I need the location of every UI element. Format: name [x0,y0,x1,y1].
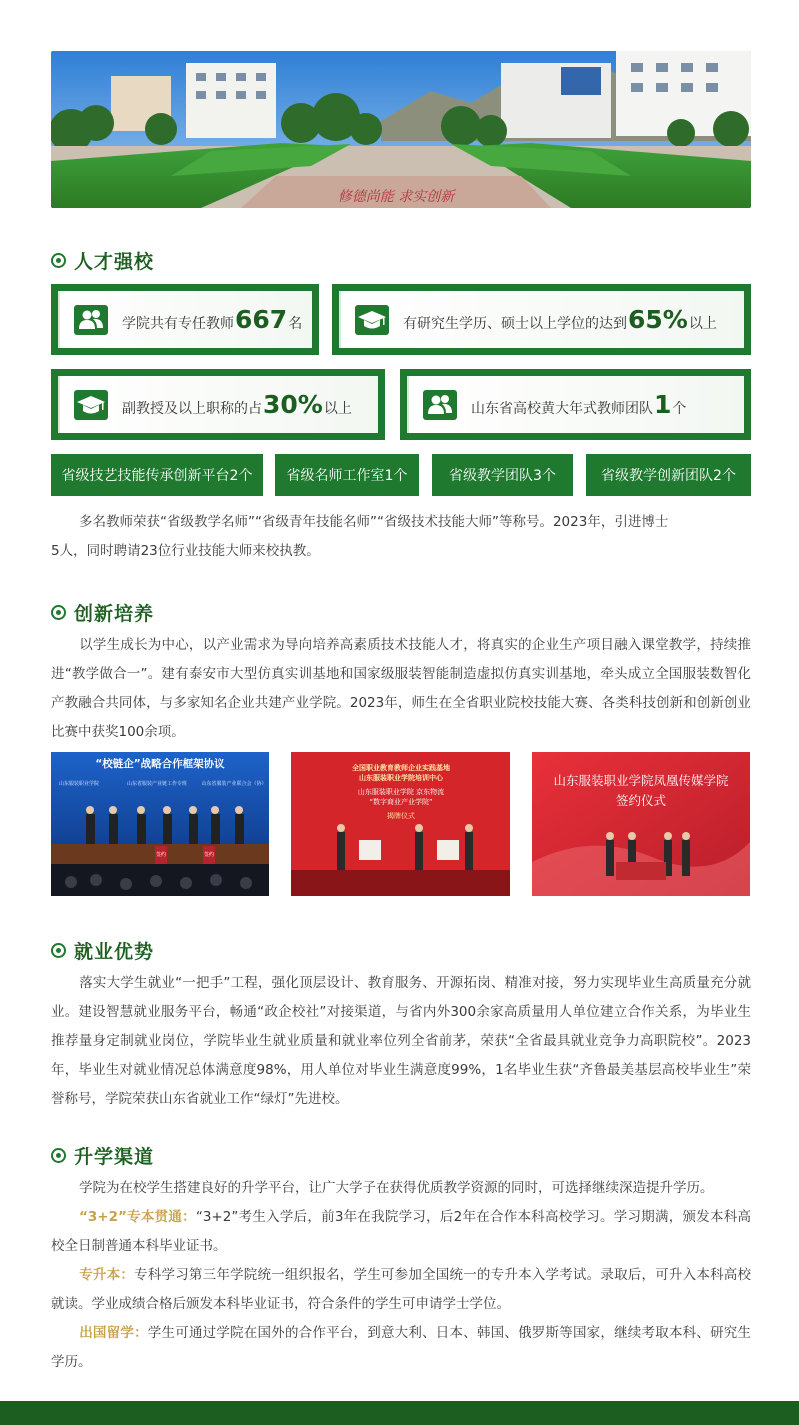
stat-number: 30% [263,390,323,419]
photo-line4: “数字商业产业学院” [369,798,433,806]
further-item-3plus2 [51,1203,751,1261]
users-icon [74,305,108,335]
stat-prefix: 学院共有专任教师 [122,316,234,332]
stat-prefix: 山东省高校黄大年式教师团队 [471,401,653,417]
stat-suffix: 以上 [688,316,717,332]
tag-innovation-team: 省级教学创新团队2个 [586,454,751,496]
talent-paragraph-line2: 5人，同时聘请23位行业技能大师来校执教。 [51,543,320,559]
graduation-cap-icon [74,390,108,420]
stat-prefix: 副教授及以上职称的占 [122,401,262,417]
section-title-employment [51,935,154,965]
stat-prefix: 有研究生学历、硕士以上学位的达到 [403,316,627,332]
stat-suffix: 名 [288,316,303,332]
campus-photo [51,51,751,208]
photo-sign-label-2: 签约 [203,852,215,858]
stat-number: 1 [654,390,672,419]
talent-paragraph [51,508,751,566]
section-title-text: 人才强校 [74,250,155,273]
further-item-label: 专升本： [79,1267,135,1283]
photo-line3: 山东服装职业学院 京东物流 [357,788,445,796]
further-item-text: 学生可通过学院在国外的合作平台，到意大利、日本、韩国、俄罗斯等国家，继续考取本科、研究生学历。 [51,1325,752,1370]
section-title-further-study [51,1140,154,1170]
further-item-label: 出国留学： [79,1325,148,1341]
stat-number: 65% [628,305,688,334]
stat-card-teachers [51,284,319,355]
tag-master-studio: 省级名师工作室1个 [275,454,419,496]
further-item-text: 专科学习第三年学院统一组织报名，学生可参加全国统一的专升本入学考试。录取后，可升入本科高校就读。学业成绩合格后颁发本科毕业证书，符合条件的学生可申请学士学位。 [51,1267,752,1312]
photo-banner-sub3: 山东省服装产业联合会（协） [201,781,267,787]
photo-strategic-agreement [51,752,269,896]
photo-line2: 山东服装职业学院培训中心 [359,774,443,782]
section-title-text: 创新培养 [74,602,155,625]
stat-suffix: 个 [672,401,687,417]
tag-skill-platform: 省级技艺技能传承创新平台2个 [51,454,263,496]
further-item-abroad [51,1319,751,1377]
further-item-label: “3+2”专本贯通： [79,1209,196,1225]
photo-media-college-signing [532,752,750,896]
footer-bar [0,1401,799,1425]
section-title-text: 就业优势 [74,940,155,963]
photo-banner-sub1: 山东服装职业学院 [58,781,100,787]
photo-banner-sub2: 山东省服装产业链工作专班 [126,781,188,787]
stat-suffix: 以上 [323,401,352,417]
target-icon [51,253,66,268]
photo-line5: 揭牌仪式 [387,812,415,820]
stat-card-postgraduate [332,284,751,355]
photo-line1: 山东服装职业学院凤凰传媒学院 [553,773,729,788]
graduation-cap-icon [355,305,389,335]
photo-industry-college [291,752,510,896]
stat-card-associate-professor [51,369,385,440]
photo-line1: 全国职业教育教师企业实践基地 [352,764,450,772]
photo-banner-title: “校链企”战略合作框架协议 [95,758,225,770]
section-title-innovation [51,597,154,627]
further-item-upgrade [51,1261,751,1319]
users-icon [423,390,457,420]
section-title-text: 升学渠道 [74,1145,155,1168]
photo-line2: 签约仪式 [615,793,667,808]
target-icon [51,1148,66,1163]
innovation-paragraph-text: 以学生成长为中心，以产业需求为导向培养高素质技术技能人才，将真实的企业生产项目融入课堂教学，持续推进“教学做合一”。建有泰安市大型仿真实训基地和国家级服装智能制造虚拟仿真实训基地，牵头成立全国服装数智化产教融合共同体，与多家知名企业共建产业学院。2023年，师生在全省职业院校技能大赛、各类科技创新和创新创业比赛中获奖100余项。 [51,637,751,740]
employment-paragraph-text: 落实大学生就业“一把手”工程，强化顶层设计、教育服务、开源拓岗、精准对接，努力实现毕业生高质量充分就业。建设智慧就业服务平台，畅通“政企校社”对接渠道，与省内外300余家高质量用人单位建立合作关系，为毕业生推荐量身定制就业岗位，学院毕业生就业质量和就业率位列全省前茅，荣获“全省最具就业竞争力高职院校”。2023年，毕业生对就业情况总体满意度98%，用人单位对毕业生满意度99%，1名毕业生获“齐鲁最美基层高校毕业生”荣誉称号，学院荣获山东省就业工作“绿灯”先进校。 [51,975,751,1107]
stone-inscription: 修德尚能 求实创新 [337,189,455,205]
tag-teaching-team: 省级教学团队3个 [432,454,573,496]
innovation-paragraph [51,631,751,747]
section-title-talent [51,245,154,275]
target-icon [51,605,66,620]
employment-paragraph [51,969,751,1114]
stat-number: 667 [235,305,288,334]
stat-card-teacher-team [400,369,751,440]
photo-sign-label-1: 签约 [155,852,167,858]
further-item-text: “3+2”考生入学后，前3年在我院学习，后2年在合作本科高校学习。学习期满，颁发本科高校全日制普通本科毕业证书。 [51,1209,751,1254]
target-icon [51,943,66,958]
talent-paragraph-line1: 多名教师荣获“省级教学名师”“省级青年技能名师”“省级技术技能大师”等称号。2023年，引进博士 [79,514,669,530]
further-intro-text: 学院为在校学生搭建良好的升学平台，让广大学子在获得优质教学资源的同时，可选择继续深造提升学历。 [79,1180,714,1196]
further-intro [51,1174,751,1203]
